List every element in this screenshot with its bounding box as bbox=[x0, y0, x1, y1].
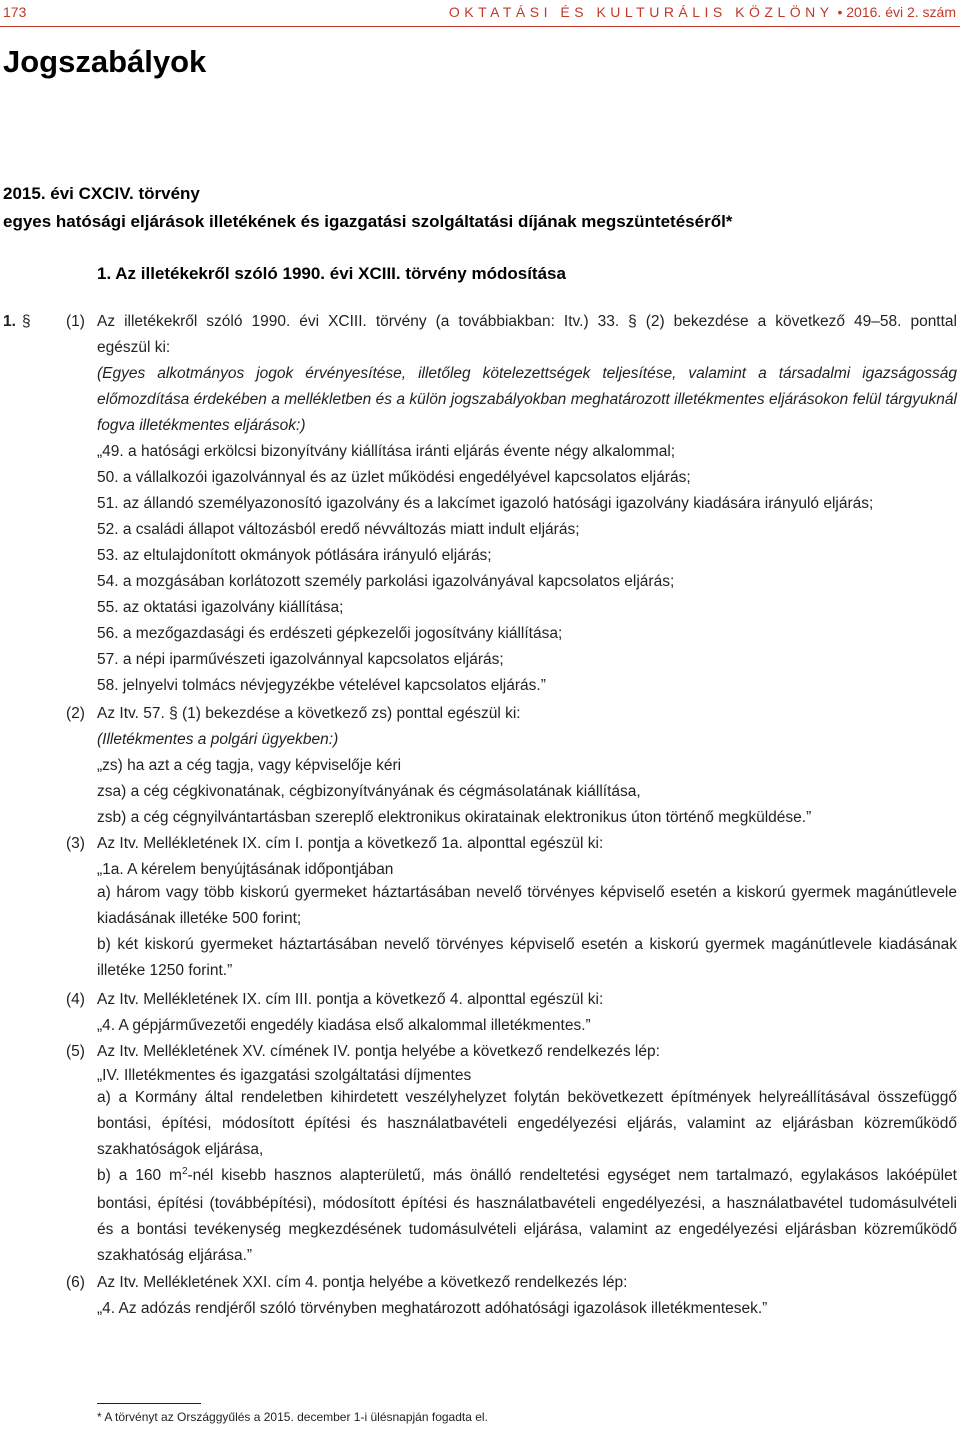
footnote: * A törvényt az Országgyűlés a 2015. december 1-i ülésnapján fogadta el. bbox=[97, 1410, 488, 1424]
subsection-5-text: Az Itv. Mellékletének XV. címének IV. pontja helyébe a következő rendelkezés lép: bbox=[97, 1043, 660, 1060]
list-item: 55. az oktatási igazolvány kiállítása; bbox=[97, 599, 344, 616]
subsection-6-text: Az Itv. Mellékletének XXI. cím 4. pontja helyébe a következő rendelkezés lép: bbox=[97, 1274, 628, 1291]
list-item: „IV. Illetékmentes és igazgatási szolgáltatási díjmentes bbox=[97, 1067, 472, 1084]
header-rule bbox=[0, 26, 960, 27]
issue-label: 2016. évi 2. szám bbox=[846, 4, 956, 20]
section-title: Jogszabályok bbox=[3, 44, 207, 79]
law-title-block bbox=[3, 180, 732, 236]
list-item: 50. a vállalkozói igazolvánnyal és az üzlet működési engedélyével kapcsolatos eljárás; bbox=[97, 469, 691, 486]
section-sign: § bbox=[22, 313, 31, 330]
page-header bbox=[0, 0, 960, 28]
list-item: 54. a mozgásában korlátozott személy parkolási igazolványával kapcsolatos eljárás; bbox=[97, 573, 675, 590]
subsection-4-text: Az Itv. Mellékletének IX. cím III. pontja a következő 4. alponttal egészül ki: bbox=[97, 991, 604, 1008]
subsection-2-text: Az Itv. 57. § (1) bekezdése a következő zs) ponttal egészül ki: bbox=[97, 705, 521, 722]
list-item: „zs) ha azt a cég tagja, vagy képviselője kéri bbox=[97, 757, 402, 774]
superscript: 2 bbox=[181, 1166, 188, 1177]
journal-name: OKTATÁSI ÉS KULTURÁLIS KÖZLÖNY bbox=[448, 4, 834, 20]
paragraph-number: 1. bbox=[3, 313, 16, 330]
subsection-1-text: Az illetékekről szóló 1990. évi XCIII. törvény (a továbbiakban: Itv.) 33. § (2) bekezdése a következő 49–58. ponttal bbox=[97, 313, 957, 330]
list-item: „4. Az adózás rendjéről szóló törvényben meghatározott adóhatósági igazolások illetékmentesek.” bbox=[97, 1300, 768, 1317]
subsection-5-number: (5) bbox=[66, 1043, 85, 1060]
page-number: 173 bbox=[3, 4, 27, 20]
list-item: 58. jelnyelvi tolmács névjegyzékbe vételével kapcsolatos eljárás.” bbox=[97, 677, 546, 694]
list-item: „49. a hatósági erkölcsi bizonyítvány kiállítása iránti eljárás évente négy alkalommal; bbox=[97, 443, 676, 460]
item-b-text-cont: -nél kisebb hasznos alapterületű, más önálló rendeltetési egységet nem tartalmazó, egylakásos lakóépület bontási, építési (továbbépítési), módosított építési és használatbavételi engedélyezési, a használatbavétel tudomásulvételi és a bontási tevékenység megkezdésének tudomásulvételi eljárása, valamint az engedélyezési eljárásban közreműködő szakhatóság eljárása.” bbox=[97, 1167, 957, 1264]
subsection-2-intro: (Illetékmentes a polgári ügyekben:) bbox=[97, 731, 339, 748]
subsection-4-number: (4) bbox=[66, 991, 85, 1008]
subsection-2-number: (2) bbox=[66, 705, 85, 722]
subsection-3-number: (3) bbox=[66, 835, 85, 852]
footnote-rule bbox=[97, 1403, 201, 1404]
subsection-1-number: (1) bbox=[66, 313, 85, 330]
subsection-6-number: (6) bbox=[66, 1274, 85, 1291]
list-item bbox=[97, 1163, 957, 1269]
law-number: 2015. évi CXCIV. törvény bbox=[3, 184, 200, 203]
law-title: egyes hatósági eljárások illetékének és igazgatási szolgáltatási díjának megszüntetéséről* bbox=[3, 212, 733, 231]
list-item: „4. A gépjárművezetői engedély kiadása első alkalommal illetékmentes.” bbox=[97, 1017, 591, 1034]
list-item: 51. az állandó személyazonosító igazolvány és a lakcímet igazoló hatósági igazolvány kiadására irányuló eljárás; bbox=[97, 495, 874, 512]
list-item: a) a Kormány által rendeletben kihirdetett veszélyhelyzet folytán bekövetkezett építmények helyreállításával összefüggő bontási, építési, módosított építési és használatbavételi engedélyezési eljárás, valamint az eljárásban közreműködő szakhatóságok eljárása, bbox=[97, 1089, 957, 1158]
header-bullet: • bbox=[837, 4, 843, 20]
list-item: 57. a népi iparművészeti igazolvánnyal kapcsolatos eljárás; bbox=[97, 651, 504, 668]
subsection-3-text: Az Itv. Mellékletének IX. cím I. pontja a következő 1a. alponttal egészül ki: bbox=[97, 835, 604, 852]
list-item: zsa) a cég cégkivonatának, cégbizonyítványának és cégmásolatának kiállítása, bbox=[97, 783, 641, 800]
list-item: 56. a mezőgazdasági és erdészeti gépkezelői jogosítvány kiállítása; bbox=[97, 625, 563, 642]
list-item: zsb) a cég cégnyilvántartásban szereplő elektronikus okiratainak elektronikus úton történő megküldése.” bbox=[97, 809, 812, 826]
list-item: b) két kiskorú gyermeket háztartásában nevelő törvényes képviselő esetén a kiskorú gyermek magánútlevele kiadásának illetéke 1250 forint.” bbox=[97, 936, 957, 979]
journal-title bbox=[449, 4, 956, 20]
list-item: a) három vagy több kiskorú gyermeket háztartásában nevelő törvényes képviselő esetén a kiskorú gyermek magánútlevele kiadásának illetéke 500 forint; bbox=[97, 884, 957, 927]
list-item: „1a. A kérelem benyújtásának időpontjában bbox=[97, 861, 394, 878]
subsection-1-intro: (Egyes alkotmányos jogok érvényesítése, illetőleg kötelezettségek teljesítése, valamint a társadalmi igazságosság előmozdítása érdekében a mellékletben és a külön jogszabályokban meghatározott illetékmentes eljárásokon felül tárgyuknál fogva illetékmentes eljárások:) bbox=[97, 365, 957, 434]
chapter-heading: 1. Az illetékekről szóló 1990. évi XCIII. törvény módosítása bbox=[97, 264, 566, 283]
item-b-text: b) a 160 m bbox=[97, 1167, 182, 1184]
subsection-1-text-cont: egészül ki: bbox=[97, 339, 171, 356]
list-item: 53. az eltulajdonított okmányok pótlására irányuló eljárás; bbox=[97, 547, 492, 564]
list-item: 52. a családi állapot változásból eredő névváltozás miatt indult eljárás; bbox=[97, 521, 580, 538]
